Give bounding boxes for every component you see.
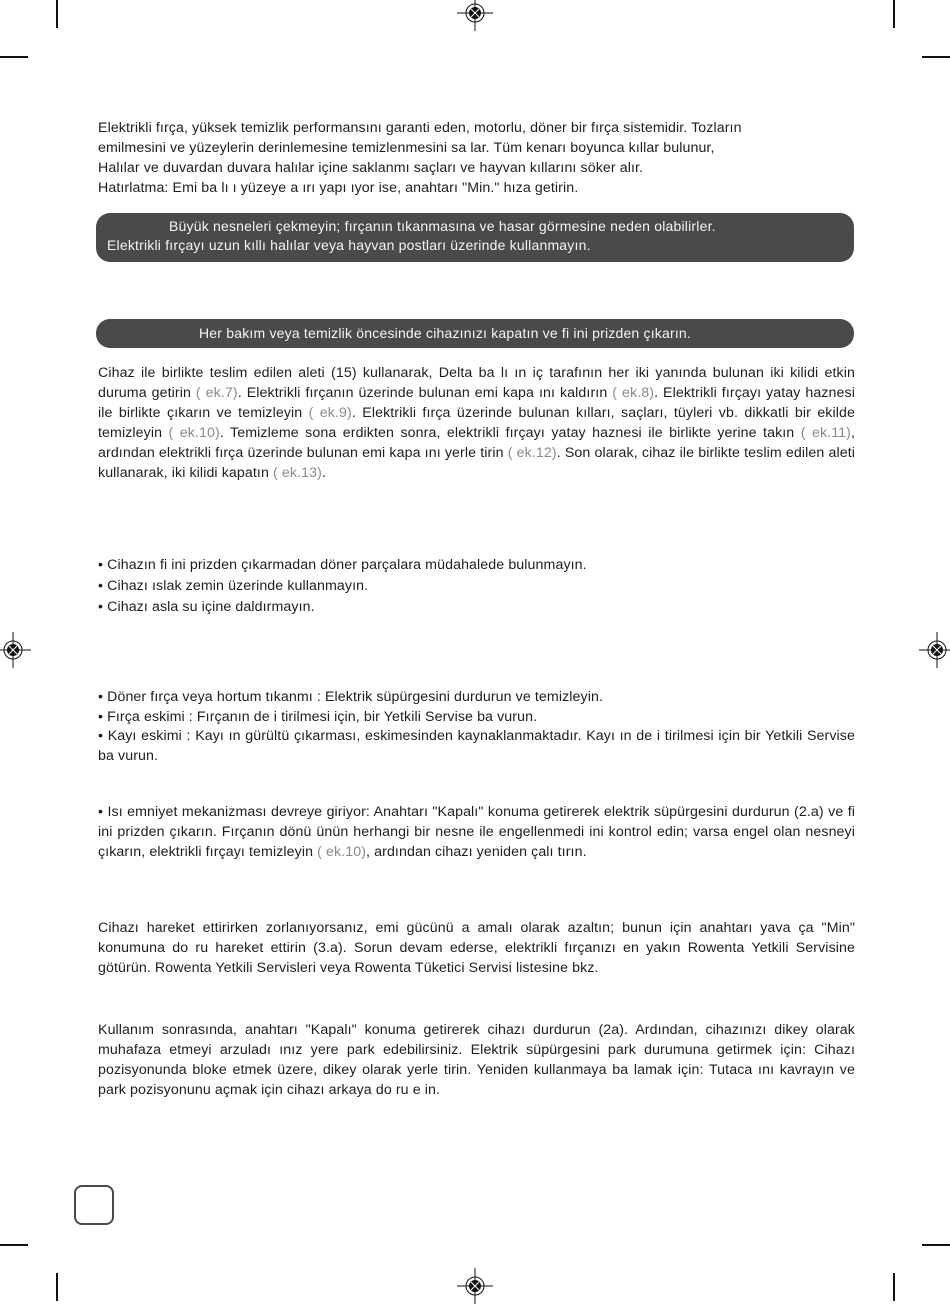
- crop-mark-bottom-left-v: [56, 1273, 58, 1301]
- crop-mark-bottom-right-v: [893, 1273, 895, 1301]
- intro-line: Halılar ve duvardan duvara halılar içine saklanmı saçları ve hayvan kıllarını söker alır.: [98, 160, 644, 176]
- figure-reference: ( ek.7): [195, 385, 238, 401]
- crop-mark-top-left-h: [0, 56, 28, 58]
- maintenance-text: . Elektrikli fırça üzerinde bulunan kılları, saçları, tüyleri vb. dikkatli bir ekilde temizleyin: [98, 405, 855, 441]
- movement-paragraph: Cihazı hareket ettirirken zorlanıyorsanız, emi gücünü a amalı olarak azaltın; bunun için anahtarı yava ça "Min" konumuna do ru hareket ettirin (3.a). Sorun devam ederse, elektrikli fırçanızı en yakın Rowenta Yetkili Servisine götürün. Rowenta Yetkili Servisleri veya Rowenta Tüketici Servisi listesine bkz.: [98, 920, 855, 976]
- parking-paragraph: Kullanım sonrasında, anahtarı "Kapalı" konuma getirerek cihazı durdurun (2a). Ardından, cihazınızı dikey olarak muhafaza etmeyi arzuladı ınız yere park edebilirsiniz. Elektrik süpürgesini park durumuna getirmek için: Cihazı pozisyonunda bloke etmek üzere, dikey olarak yerle tirin. Yeniden kullanmaya ba lamak için: Tutaca ını kavrayın ve park pozisyonunu açmak için cihazı arkaya do ru e in.: [98, 1022, 855, 1098]
- crop-mark-bottom-left-h: [0, 1244, 28, 1246]
- figure-reference: ( ek.8): [612, 385, 655, 401]
- intro-line: Elektrikli fırça, yüksek temizlik performansını garanti eden, motorlu, döner bir fırça sistemidir. Tozların: [98, 120, 742, 136]
- maintenance-text: . Son olarak, cihaz ile birlikte teslim edilen aleti kullanarak, iki kilidi kapatın: [98, 445, 855, 481]
- troubleshooting-list: [98, 688, 855, 766]
- figure-reference: ( ek.9): [308, 405, 352, 421]
- crosshair-target-icon: [917, 630, 950, 670]
- thermal-text: • Isı emniyet mekanizması devreye giriyor: Anahtarı "Kapalı" konuma getirerek elektrik süpürgesini durdurun (2.a) ve fi ini prizden çıkarın. Fırçanın dönü ünün herhangi bir nesne ile engellenmedi ini kontrol edin; varsa engel olan nesneyi çıkarın, elektrikli fırçayı temizleyin: [98, 804, 855, 860]
- list-item: • Fırça eskimi : Fırçanın de i tirilmesi için, bir Yetkili Servise ba vurun.: [98, 708, 538, 725]
- crop-mark-top-right-h: [922, 56, 950, 58]
- thermal-text: , ardından cihazı yeniden çalı tırın.: [366, 844, 587, 860]
- list-item: • Kayı eskimi : Kayı ın gürültü çıkarması, eskimesinden kaynaklanmaktadır. Kayı ın de i tirilmesi için bir Yetkili Servise ba vurun.: [98, 728, 855, 764]
- intro-paragraph: [98, 118, 855, 198]
- maintenance-text: .: [321, 465, 326, 481]
- maintenance-text: . Temizleme sona erdikten sonra, elektrikli fırçayı yatay haznesi ile birlikte yerine takın: [219, 425, 801, 441]
- crop-mark-top-right-v: [893, 0, 895, 28]
- intro-line: Hatırlatma: Emi ba lı ı yüzeye a ırı yapı ıyor ise, anahtarı "Min." hıza getirin.: [98, 180, 579, 196]
- crop-mark-bottom-right-h: [922, 1244, 950, 1246]
- page-number-box: [74, 1185, 114, 1225]
- list-item: • Döner fırça veya hortum tıkanmı : Elektrik süpürgesini durdurun ve temizleyin.: [98, 689, 604, 705]
- maintenance-text: . Elektrikli fırçanın üzerinde bulunan emi kapa ını kaldırın: [237, 385, 613, 401]
- figure-reference: ( ek.12): [507, 445, 557, 461]
- maintenance-paragraph: [98, 363, 855, 483]
- maintenance-text: Cihaz ile birlikte teslim edilen aleti (15) kullanarak, Delta ba lı ın iç tarafının her iki yanında bulunan iki kilidi etkin duruma getirin: [98, 365, 855, 401]
- list-item: • Cihazı asla su içine daldırmayın.: [98, 599, 315, 615]
- safety-list: [98, 555, 855, 618]
- warning-text: Her bakım veya temizlik öncesinde cihazınızı kapatın ve fi ini prizden çıkarın.: [199, 325, 692, 341]
- warning-text: Elektrikli fırçayı uzun kıllı halılar veya hayvan postları üzerinde kullanmayın.: [107, 237, 591, 253]
- maintenance-text: , ardından elektrikli fırça üzerinde bulunan emi kapa ını yerle tirin: [98, 425, 856, 461]
- maintenance-warning-banner: [96, 319, 854, 348]
- thermal-safety-paragraph: [98, 802, 855, 862]
- crosshair-target-icon: [0, 630, 33, 670]
- crop-mark-top-left-v: [56, 0, 58, 28]
- warning-banner: [96, 213, 854, 262]
- crosshair-target-icon: [455, 0, 495, 33]
- list-item: • Cihazın fi ini prizden çıkarmadan döner parçalara müdahalede bulunmayın.: [98, 557, 587, 573]
- figure-reference: ( ek.10): [317, 844, 367, 860]
- list-item: • Cihazı ıslak zemin üzerinde kullanmayın.: [98, 578, 369, 594]
- maintenance-text: . Elektrikli fırçayı yatay haznesi ile birlikte çıkarın ve temizleyin: [98, 385, 855, 421]
- figure-reference: ( ek.10): [168, 425, 220, 441]
- figure-reference: ( ek.13): [273, 465, 322, 481]
- figure-reference: ( ek.11): [800, 425, 851, 441]
- intro-line: emilmesini ve yüzeylerin derinlemesine temizlenmesini sa lar. Tüm kenarı boyunca kıllar bulunur,: [98, 140, 715, 156]
- crosshair-target-icon: [455, 1266, 495, 1306]
- warning-text: Büyük nesneleri çekmeyin; fırçanın tıkanmasına ve hasar görmesine neden olabilirler.: [169, 218, 716, 234]
